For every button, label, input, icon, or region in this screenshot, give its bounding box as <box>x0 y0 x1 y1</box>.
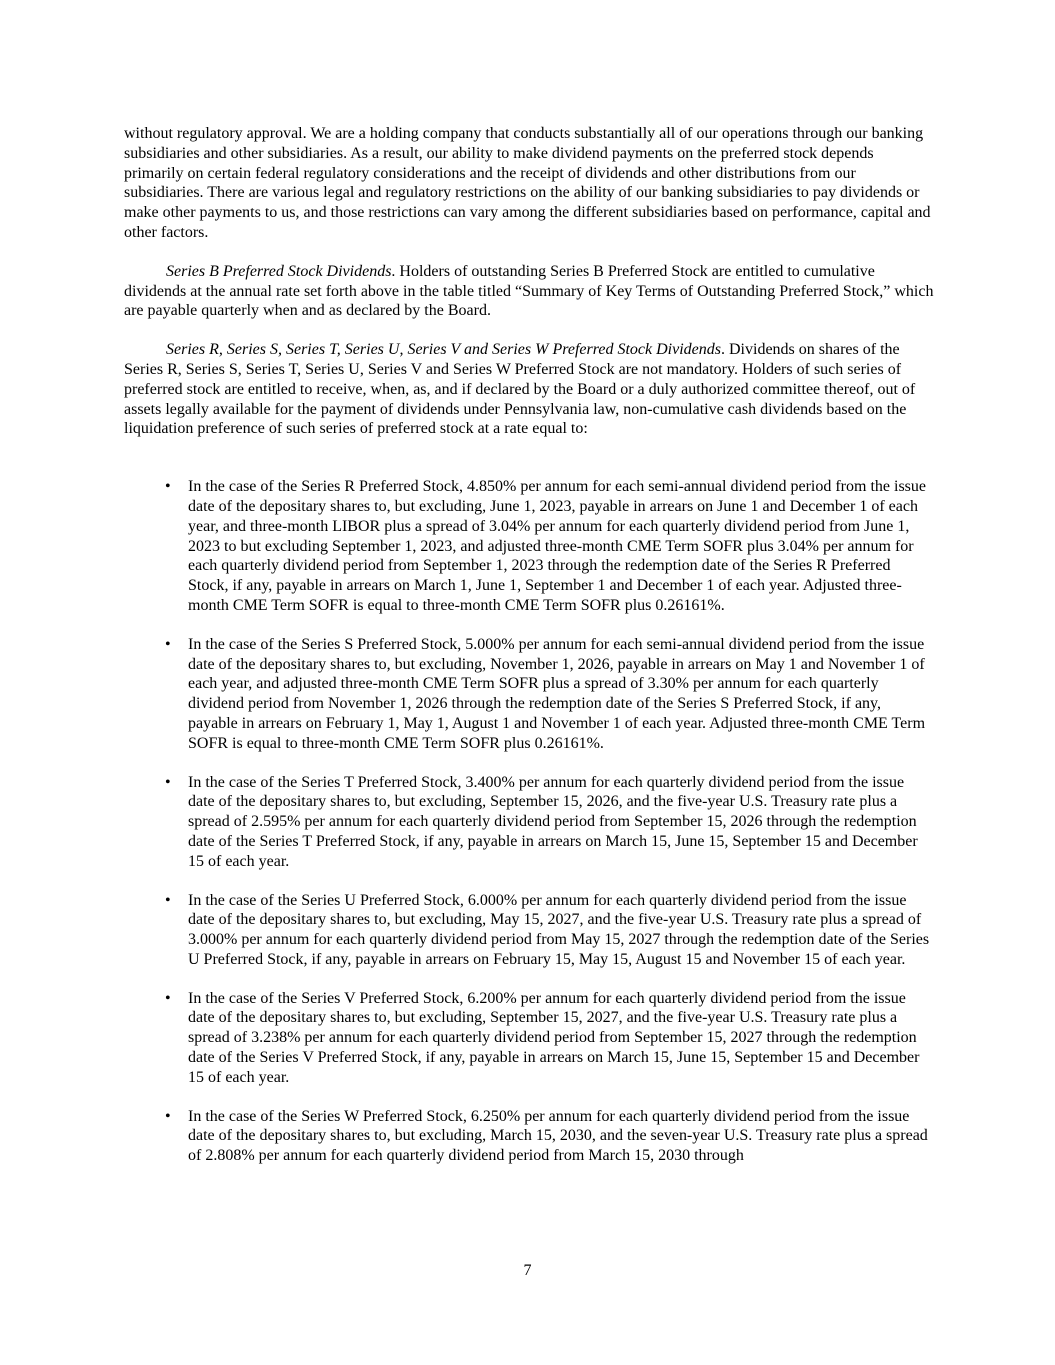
series-b-heading: Series B Preferred Stock Dividends <box>166 262 392 280</box>
list-item-text: In the case of the Series T Preferred Stock, 3.400% per annum for each quarterly dividend period from the issue date of the depositary shares to, but excluding, September 15, 2026, and the five-year U.S. Treasury rate plus a spread of 2.595% per annum for each quarterly dividend period from September 15, 2026 through the redemption date of the Series T Preferred Stock, if any, payable in arrears on March 15, June 15, September 15 and December 15 of each year. <box>188 773 918 870</box>
list-item-series-r <box>124 477 934 616</box>
list-item-series-w <box>124 1107 934 1166</box>
series-b-text: . Holders of outstanding Series B Preferred Stock are entitled to cumulative dividends at the annual rate set forth above in the table titled “Summary of Key Terms of Outstanding Preferred Stock,” which are payable quarterly when and as declared by the Board. <box>124 262 934 320</box>
list-item-text: In the case of the Series V Preferred Stock, 6.200% per annum for each quarterly dividend period from the issue date of the depositary shares to, but excluding, September 15, 2027, and the five-year U.S. Treasury rate plus a spread of 3.238% per annum for each quarterly dividend period from September 15, 2027 through the redemption date of the Series V Preferred Stock, if any, payable in arrears on March 15, June 15, September 15 and December 15 of each year. <box>188 989 920 1086</box>
series-b-paragraph <box>124 262 934 321</box>
series-rw-text: . Dividends on shares of the Series R, Series S, Series T, Series U, Series V and Series W Preferred Stock are not mandatory. Holders of such series of preferred stock are entitled to receive, when, as, and if declared by the Board or a duly authorized committee thereof, out of assets legally available for the payment of dividends under Pennsylvania law, non-cumulative cash dividends based on the liquidation preference of such series of preferred stock at a rate equal to: <box>124 341 916 438</box>
intro-paragraph: without regulatory approval. We are a holding company that conducts substantially all of our operations through our banking subsidiaries and other subsidiaries. As a result, our ability to make dividend payments on the preferred stock depends primarily on certain federal regulatory considerations and the receipt of dividends and other distributions from our subsidiaries. There are various legal and regulatory restrictions on the ability of our banking subsidiaries to pay dividends or make other payments to us, and those restrictions can vary among the different subsidiaries based on performance, capital and other factors. <box>124 125 931 241</box>
series-rw-paragraph <box>124 340 934 439</box>
list-item-series-v <box>124 989 934 1088</box>
list-item-series-u <box>124 891 934 970</box>
bullet-icon: • <box>165 635 171 653</box>
list-item-text: In the case of the Series W Preferred Stock, 6.250% per annum for each quarterly dividend period from the issue date of the depositary shares to, but excluding, March 15, 2030, and the seven-year U.S. Treasury rate plus a spread of 2.808% per annum for each quarterly dividend period from March 15, 2030 through <box>188 1107 928 1165</box>
list-item-text: In the case of the Series R Preferred Stock, 4.850% per annum for each semi-annual dividend period from the issue date of the depositary shares to, but excluding, June 1, 2023, payable in arrears on June 1 and December 1 of each year, and three-month LIBOR plus a spread of 3.04% per annum for each quarterly dividend period from June 1, 2023 to but excluding September 1, 2023, and adjusted three-month CME Term SOFR plus 3.04% per annum for each quarterly dividend period from September 1, 2023 through the redemption date of the Series R Preferred Stock, if any, payable in arrears on March 1, June 1, September 1 and December 1 of each year. Adjusted three-month CME Term SOFR is equal to three-month CME Term SOFR plus 0.26161%. <box>188 478 926 614</box>
list-item-text: In the case of the Series S Preferred Stock, 5.000% per annum for each semi-annual dividend period from the issue date of the depositary shares to, but excluding, November 1, 2026, payable in arrears on May 1 and November 1 of each year, and adjusted three-month CME Term SOFR plus a spread of 3.30% per annum for each quarterly dividend period from November 1, 2026 through the redemption date of the Series S Preferred Stock, if any, payable in arrears on February 1, May 1, August 1 and November 1 of each year. Adjusted three-month CME Term SOFR is equal to three-month CME Term SOFR plus 0.26161%. <box>188 635 926 752</box>
page-number: 7 <box>523 1262 532 1279</box>
bullet-icon: • <box>165 891 171 909</box>
bullet-icon: • <box>165 478 171 496</box>
list-item-series-t <box>124 773 934 872</box>
list-item-text: In the case of the Series U Preferred Stock, 6.000% per annum for each quarterly dividend period from the issue date of the depositary shares to, but excluding, May 15, 2027, and the five-year U.S. Treasury rate plus a spread of 3.000% per annum for each quarterly dividend period from May 15, 2027 through the redemption date of the Series U Preferred Stock, if any, payable in arrears on February 15, May 15, August 15 and November 15 of each year. <box>188 891 930 968</box>
bullet-icon: • <box>165 1107 171 1125</box>
document-body <box>124 124 934 1185</box>
bullet-icon: • <box>165 773 171 791</box>
list-item-series-s <box>124 635 934 754</box>
series-rw-heading: Series R, Series S, Series T, Series U, Series V and Series W Preferred Stock Dividends <box>166 341 721 359</box>
bullet-icon: • <box>165 989 171 1007</box>
dividend-rate-list <box>124 477 934 1166</box>
